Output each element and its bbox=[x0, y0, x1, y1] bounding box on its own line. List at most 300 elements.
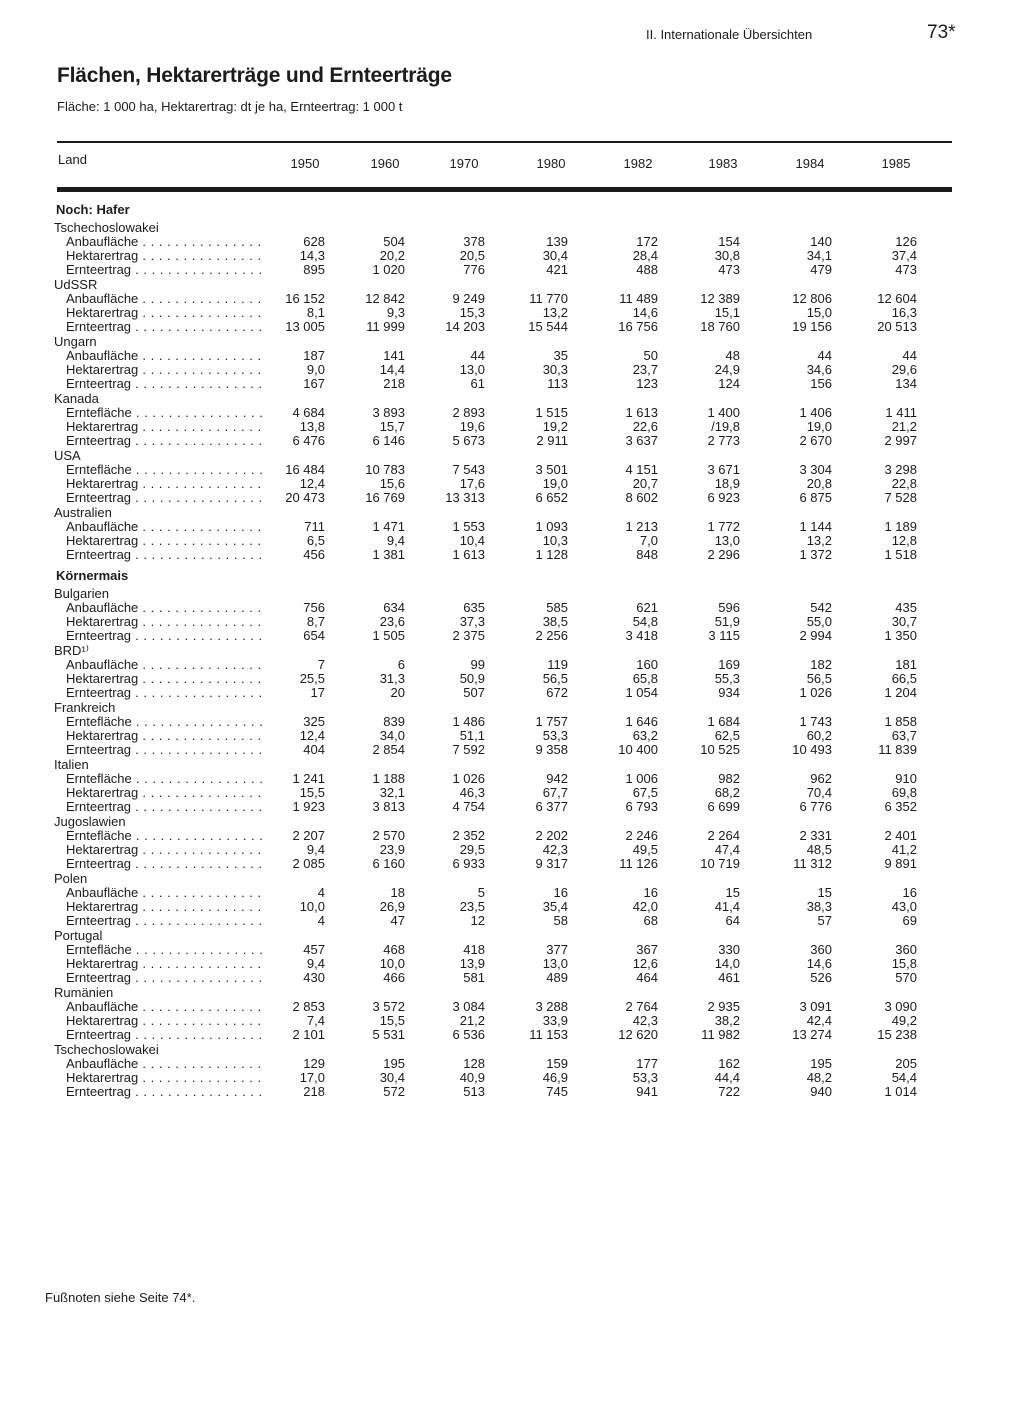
table-row bbox=[0, 686, 1024, 700]
country-group bbox=[0, 506, 1024, 562]
table-cell: 159 bbox=[546, 1056, 568, 1071]
table-cell: 2 207 bbox=[292, 828, 325, 843]
table-cell: 15,7 bbox=[379, 419, 405, 434]
country-group bbox=[0, 986, 1024, 1042]
table-row bbox=[0, 772, 1024, 786]
table-cell: 10,4 bbox=[459, 533, 485, 548]
table-cell: 46,9 bbox=[542, 1070, 568, 1085]
table-cell: 47 bbox=[390, 913, 405, 928]
table-cell: 15,3 bbox=[459, 305, 485, 320]
table-cell: 25,5 bbox=[299, 671, 325, 686]
table-cell: 378 bbox=[463, 234, 485, 249]
table-cell: 3 288 bbox=[535, 999, 568, 1014]
table-cell: 134 bbox=[895, 376, 917, 391]
table-cell: 11 999 bbox=[366, 319, 405, 334]
table-cell: 9,3 bbox=[386, 305, 405, 320]
table-cell: 672 bbox=[546, 685, 568, 700]
table-cell: 56,5 bbox=[806, 671, 832, 686]
table-cell: 16 769 bbox=[365, 490, 405, 505]
table-cell: 11 312 bbox=[793, 856, 832, 871]
table-cell: 4 bbox=[317, 885, 325, 900]
table-cell: 461 bbox=[718, 970, 740, 985]
row-label: Hektarertrag . . . bbox=[66, 363, 266, 377]
table-cell: 9 358 bbox=[535, 742, 568, 757]
table-cell: 473 bbox=[895, 262, 917, 277]
table-cell: 13,0 bbox=[714, 533, 740, 548]
table-cell: 60,2 bbox=[806, 728, 832, 743]
table-cell: 10 525 bbox=[700, 742, 740, 757]
country-name: Australien bbox=[54, 505, 112, 520]
table-row bbox=[0, 743, 1024, 757]
table-cell: 2 401 bbox=[884, 828, 917, 843]
table-cell: 11 982 bbox=[701, 1027, 740, 1042]
header-rule-bottom bbox=[57, 187, 952, 192]
table-row bbox=[0, 377, 1024, 391]
table-cell: 29,6 bbox=[891, 362, 917, 377]
table-cell: 31,3 bbox=[379, 671, 405, 686]
table-cell: 34,0 bbox=[379, 728, 405, 743]
table-cell: 1 743 bbox=[799, 714, 832, 729]
table-cell: 16 bbox=[643, 885, 658, 900]
table-cell: 30,3 bbox=[542, 362, 568, 377]
table-cell: 67,7 bbox=[542, 785, 568, 800]
row-label: Hektarertrag . . . bbox=[66, 900, 266, 914]
table-cell: 50 bbox=[643, 348, 658, 363]
table-cell: 6 bbox=[397, 657, 405, 672]
table-cell: 23,5 bbox=[459, 899, 485, 914]
country-name: Tschechoslowakei bbox=[54, 1042, 159, 1057]
table-cell: 581 bbox=[463, 970, 485, 985]
table-cell: 38,5 bbox=[542, 614, 568, 629]
table-cell: 2 202 bbox=[535, 828, 568, 843]
table-cell: 14,4 bbox=[379, 362, 405, 377]
table-cell: 2 375 bbox=[452, 628, 485, 643]
table-cell: 6 536 bbox=[452, 1027, 485, 1042]
table-cell: 13,2 bbox=[806, 533, 832, 548]
table-cell: 37,4 bbox=[891, 248, 917, 263]
table-cell: 3 671 bbox=[707, 462, 740, 477]
table-cell: 65,8 bbox=[632, 671, 658, 686]
table-cell: 30,8 bbox=[714, 248, 740, 263]
table-cell: 6 652 bbox=[535, 490, 568, 505]
country-name: Jugoslawien bbox=[54, 814, 126, 829]
row-label: Anbaufläche . . . bbox=[66, 601, 266, 615]
table-cell: 68 bbox=[643, 913, 658, 928]
table-cell: 35 bbox=[553, 348, 568, 363]
table-cell: 1 026 bbox=[799, 685, 832, 700]
country-group bbox=[0, 872, 1024, 928]
table-cell: 48,5 bbox=[806, 842, 832, 857]
table-cell: 12,8 bbox=[891, 533, 917, 548]
table-cell: 6 146 bbox=[372, 433, 405, 448]
row-label: Hektarertrag . . . bbox=[66, 306, 266, 320]
table-cell: 56,5 bbox=[542, 671, 568, 686]
table-cell: 3 637 bbox=[625, 433, 658, 448]
country-group bbox=[0, 587, 1024, 643]
table-cell: 12,4 bbox=[299, 476, 325, 491]
table-cell: 2 331 bbox=[799, 828, 832, 843]
table-cell: 2 994 bbox=[799, 628, 832, 643]
table-cell: 3 893 bbox=[372, 405, 405, 420]
row-label: Hektarertrag . . . bbox=[66, 615, 266, 629]
table-cell: 187 bbox=[303, 348, 325, 363]
row-label: Erntefläche . . . bbox=[66, 829, 266, 843]
table-cell: 20 513 bbox=[877, 319, 917, 334]
table-cell: 360 bbox=[895, 942, 917, 957]
table-cell: 44,4 bbox=[714, 1070, 740, 1085]
running-header: II. Internationale Übersichten bbox=[646, 27, 813, 42]
row-label: Ernteertrag . . . bbox=[66, 377, 266, 391]
table-cell: /19,8 bbox=[711, 419, 740, 434]
table-cell: 621 bbox=[636, 600, 658, 615]
table-cell: 596 bbox=[718, 600, 740, 615]
table-cell: 1 188 bbox=[372, 771, 405, 786]
table-cell: 12 389 bbox=[700, 291, 740, 306]
table-cell: 33,9 bbox=[542, 1013, 568, 1028]
section-heading: Noch: Hafer bbox=[56, 202, 130, 217]
table-row bbox=[0, 857, 1024, 871]
table-cell: 7 528 bbox=[884, 490, 917, 505]
table-row bbox=[0, 672, 1024, 686]
country-name: Tschechoslowakei bbox=[54, 220, 159, 235]
table-cell: 129 bbox=[303, 1056, 325, 1071]
table-cell: 20,5 bbox=[459, 248, 485, 263]
table-cell: 15,8 bbox=[891, 956, 917, 971]
table-cell: 15 544 bbox=[528, 319, 568, 334]
country-group bbox=[0, 929, 1024, 985]
table-cell: 12,6 bbox=[632, 956, 658, 971]
row-label: Erntefläche . . . bbox=[66, 943, 266, 957]
table-cell: 711 bbox=[304, 519, 325, 534]
table-row bbox=[0, 249, 1024, 263]
table-cell: 20,7 bbox=[632, 476, 658, 491]
table-cell: 1 381 bbox=[372, 547, 405, 562]
table-cell: 504 bbox=[383, 234, 405, 249]
table-cell: 7 543 bbox=[452, 462, 485, 477]
row-label: Hektarertrag . . . bbox=[66, 786, 266, 800]
table-cell: 66,5 bbox=[891, 671, 917, 686]
table-cell: 30,7 bbox=[891, 614, 917, 629]
table-cell: 1 026 bbox=[452, 771, 485, 786]
units-note: Fläche: 1 000 ha, Hektarertrag: dt je ha, Ernteertrag: 1 000 t bbox=[57, 99, 403, 114]
table-cell: 7,4 bbox=[306, 1013, 325, 1028]
table-cell: 942 bbox=[546, 771, 568, 786]
table-cell: 15,0 bbox=[806, 305, 832, 320]
table-cell: 70,4 bbox=[806, 785, 832, 800]
year-column-header: 1985 bbox=[881, 156, 911, 171]
table-cell: 3 115 bbox=[708, 628, 740, 643]
table-cell: 28,4 bbox=[632, 248, 658, 263]
table-row bbox=[0, 1014, 1024, 1028]
table-cell: 2 264 bbox=[707, 828, 740, 843]
table-row bbox=[0, 615, 1024, 629]
table-row bbox=[0, 1000, 1024, 1014]
table-cell: 1 213 bbox=[625, 519, 658, 534]
table-cell: 5 673 bbox=[452, 433, 485, 448]
row-label: Hektarertrag . . . bbox=[66, 534, 266, 548]
table-row bbox=[0, 434, 1024, 448]
table-cell: 1 923 bbox=[292, 799, 325, 814]
country-name: UdSSR bbox=[54, 277, 98, 292]
table-cell: 2 764 bbox=[625, 999, 658, 1014]
table-cell: 17 bbox=[310, 685, 325, 700]
table-cell: 982 bbox=[718, 771, 740, 786]
table-cell: 38,3 bbox=[806, 899, 832, 914]
table-cell: 11 489 bbox=[619, 291, 658, 306]
table-cell: 63,7 bbox=[891, 728, 917, 743]
table-cell: 1 241 bbox=[292, 771, 325, 786]
table-cell: 6 377 bbox=[535, 799, 568, 814]
table-row bbox=[0, 463, 1024, 477]
table-cell: 14,0 bbox=[714, 956, 740, 971]
table-cell: 9,4 bbox=[386, 533, 405, 548]
table-cell: 13 005 bbox=[285, 319, 325, 334]
year-column-header: 1960 bbox=[370, 156, 400, 171]
table-cell: 42,3 bbox=[632, 1013, 658, 1028]
table-cell: 421 bbox=[546, 262, 568, 277]
table-cell: 172 bbox=[636, 234, 658, 249]
table-cell: 1 613 bbox=[625, 405, 658, 420]
country-name: Portugal bbox=[54, 928, 103, 943]
table-cell: 42,0 bbox=[632, 899, 658, 914]
table-row bbox=[0, 292, 1024, 306]
table-cell: 7,0 bbox=[639, 533, 658, 548]
table-cell: 1 093 bbox=[535, 519, 568, 534]
table-cell: 47,4 bbox=[714, 842, 740, 857]
table-cell: 848 bbox=[636, 547, 658, 562]
table-cell: 41,2 bbox=[891, 842, 917, 857]
table-cell: 1 858 bbox=[884, 714, 917, 729]
table-cell: 2 935 bbox=[707, 999, 740, 1014]
row-label: Ernteertrag . . . bbox=[66, 857, 266, 871]
table-cell: 2 352 bbox=[452, 828, 485, 843]
table-cell: 22,6 bbox=[632, 419, 658, 434]
row-label: Ernteertrag . . . bbox=[66, 320, 266, 334]
table-cell: 54,4 bbox=[891, 1070, 917, 1085]
table-cell: 61 bbox=[470, 376, 485, 391]
table-row bbox=[0, 957, 1024, 971]
country-name: Kanada bbox=[54, 391, 99, 406]
table-cell: 3 298 bbox=[884, 462, 917, 477]
table-cell: 1 471 bbox=[372, 519, 405, 534]
row-label: Anbaufläche . . . bbox=[66, 1000, 266, 1014]
country-group bbox=[0, 278, 1024, 334]
table-row bbox=[0, 886, 1024, 900]
row-label: Ernteertrag . . . bbox=[66, 491, 266, 505]
table-row bbox=[0, 658, 1024, 672]
country-group bbox=[0, 1043, 1024, 1099]
row-label: Ernteertrag . . . bbox=[66, 743, 266, 757]
table-cell: 55,3 bbox=[714, 671, 740, 686]
table-cell: 22,8 bbox=[891, 476, 917, 491]
table-row bbox=[0, 306, 1024, 320]
table-cell: 1 144 bbox=[799, 519, 832, 534]
table-cell: 19,2 bbox=[542, 419, 568, 434]
year-column-header: 1980 bbox=[536, 156, 566, 171]
table-cell: 4 754 bbox=[452, 799, 485, 814]
table-cell: 1 757 bbox=[535, 714, 568, 729]
table-cell: 99 bbox=[470, 657, 485, 672]
table-cell: 1 505 bbox=[372, 628, 405, 643]
table-cell: 572 bbox=[383, 1084, 405, 1099]
row-label: Anbaufläche . . . bbox=[66, 520, 266, 534]
table-cell: 53,3 bbox=[632, 1070, 658, 1085]
table-cell: 488 bbox=[636, 262, 658, 277]
row-label: Ernteertrag . . . bbox=[66, 434, 266, 448]
table-cell: 1 515 bbox=[535, 405, 568, 420]
table-cell: 6 476 bbox=[292, 433, 325, 448]
table-cell: 5 531 bbox=[372, 1027, 405, 1042]
table-row bbox=[0, 420, 1024, 434]
table-cell: 26,9 bbox=[379, 899, 405, 914]
table-cell: 7 bbox=[317, 657, 325, 672]
table-cell: 16 756 bbox=[618, 319, 658, 334]
table-cell: 154 bbox=[718, 234, 740, 249]
table-row bbox=[0, 491, 1024, 505]
table-cell: 123 bbox=[636, 376, 658, 391]
country-name: BRD¹⁾ bbox=[54, 643, 89, 658]
table-cell: 4 684 bbox=[292, 405, 325, 420]
table-cell: 29,5 bbox=[459, 842, 485, 857]
table-cell: 367 bbox=[636, 942, 658, 957]
row-label: Anbaufläche . . . bbox=[66, 349, 266, 363]
table-cell: 776 bbox=[463, 262, 485, 277]
table-cell: 1 486 bbox=[452, 714, 485, 729]
table-cell: 67,5 bbox=[632, 785, 658, 800]
country-group bbox=[0, 758, 1024, 814]
table-row bbox=[0, 843, 1024, 857]
table-cell: 42,3 bbox=[542, 842, 568, 857]
row-label: Erntefläche . . . bbox=[66, 772, 266, 786]
table-cell: 140 bbox=[810, 234, 832, 249]
table-cell: 10,3 bbox=[542, 533, 568, 548]
table-cell: 12,4 bbox=[299, 728, 325, 743]
table-cell: 9,0 bbox=[306, 362, 325, 377]
table-cell: 6 933 bbox=[452, 856, 485, 871]
row-label: Ernteertrag . . . bbox=[66, 263, 266, 277]
table-row bbox=[0, 729, 1024, 743]
table-cell: 404 bbox=[303, 742, 325, 757]
table-cell: 479 bbox=[810, 262, 832, 277]
year-column-header: 1950 bbox=[290, 156, 320, 171]
table-cell: 62,5 bbox=[714, 728, 740, 743]
table-row bbox=[0, 320, 1024, 334]
table-cell: 12 842 bbox=[365, 291, 405, 306]
table-cell: 1 020 bbox=[372, 262, 405, 277]
table-cell: 57 bbox=[817, 913, 832, 928]
table-cell: 51,9 bbox=[714, 614, 740, 629]
table-cell: 19,6 bbox=[459, 419, 485, 434]
table-cell: 634 bbox=[383, 600, 405, 615]
table-cell: 15,5 bbox=[299, 785, 325, 800]
table-row bbox=[0, 971, 1024, 985]
table-cell: 119 bbox=[547, 657, 568, 672]
country-name: USA bbox=[54, 448, 81, 463]
table-cell: 6,5 bbox=[306, 533, 325, 548]
table-cell: 69,8 bbox=[891, 785, 917, 800]
table-cell: 20 bbox=[390, 685, 405, 700]
table-cell: 9,4 bbox=[306, 956, 325, 971]
table-cell: 507 bbox=[463, 685, 485, 700]
table-cell: 1 518 bbox=[884, 547, 917, 562]
table-cell: 139 bbox=[546, 234, 568, 249]
table-cell: 377 bbox=[546, 942, 568, 957]
table-cell: 910 bbox=[895, 771, 917, 786]
table-cell: 6 776 bbox=[799, 799, 832, 814]
table-cell: 15,1 bbox=[714, 305, 740, 320]
country-name: Italien bbox=[54, 757, 89, 772]
row-label: Erntefläche . . . bbox=[66, 406, 266, 420]
table-cell: 2 853 bbox=[292, 999, 325, 1014]
table-cell: 13,8 bbox=[299, 419, 325, 434]
table-cell: 3 418 bbox=[625, 628, 658, 643]
table-cell: 9,4 bbox=[306, 842, 325, 857]
table-cell: 64 bbox=[725, 913, 740, 928]
table-cell: 16 152 bbox=[285, 291, 325, 306]
row-label: Ernteertrag . . . bbox=[66, 800, 266, 814]
table-cell: 9 249 bbox=[452, 291, 485, 306]
table-cell: 195 bbox=[383, 1056, 405, 1071]
table-row bbox=[0, 715, 1024, 729]
table-cell: 8,1 bbox=[306, 305, 325, 320]
table-row bbox=[0, 914, 1024, 928]
table-cell: 1 014 bbox=[884, 1084, 917, 1099]
page-number: 73* bbox=[927, 22, 956, 43]
table-cell: 418 bbox=[463, 942, 485, 957]
table-cell: 35,4 bbox=[542, 899, 568, 914]
table-cell: 11 839 bbox=[878, 742, 917, 757]
table-cell: 8 602 bbox=[625, 490, 658, 505]
country-group bbox=[0, 392, 1024, 448]
table-cell: 1 772 bbox=[707, 519, 740, 534]
table-cell: 4 151 bbox=[625, 462, 658, 477]
table-row bbox=[0, 1028, 1024, 1042]
table-cell: 16 484 bbox=[285, 462, 325, 477]
table-cell: 16,3 bbox=[891, 305, 917, 320]
table-cell: 2 773 bbox=[707, 433, 740, 448]
country-group bbox=[0, 221, 1024, 277]
table-cell: 3 304 bbox=[799, 462, 832, 477]
table-row bbox=[0, 1057, 1024, 1071]
table-cell: 464 bbox=[636, 970, 658, 985]
table-cell: 20,8 bbox=[806, 476, 832, 491]
table-cell: 1 006 bbox=[625, 771, 658, 786]
table-cell: 195 bbox=[810, 1056, 832, 1071]
table-cell: 11 770 bbox=[529, 291, 568, 306]
row-label: Anbaufläche . . . bbox=[66, 292, 266, 306]
table-row bbox=[0, 1071, 1024, 1085]
table-cell: 44 bbox=[902, 348, 917, 363]
year-column-header: 1982 bbox=[623, 156, 653, 171]
year-column-header: 1970 bbox=[449, 156, 479, 171]
table-cell: 23,6 bbox=[379, 614, 405, 629]
table-cell: 10 493 bbox=[792, 742, 832, 757]
column-header-row bbox=[0, 152, 1024, 178]
table-cell: 2 085 bbox=[292, 856, 325, 871]
table-cell: 2 893 bbox=[452, 405, 485, 420]
table-cell: 156 bbox=[810, 376, 832, 391]
table-cell: 49,2 bbox=[891, 1013, 917, 1028]
table-row bbox=[0, 363, 1024, 377]
table-cell: 2 570 bbox=[372, 828, 405, 843]
table-cell: 218 bbox=[303, 1084, 325, 1099]
table-cell: 15,5 bbox=[379, 1013, 405, 1028]
table-cell: 10 400 bbox=[618, 742, 658, 757]
table-cell: 542 bbox=[810, 600, 832, 615]
table-cell: 9 891 bbox=[884, 856, 917, 871]
table-cell: 12 604 bbox=[877, 291, 917, 306]
table-cell: 13 313 bbox=[445, 490, 485, 505]
